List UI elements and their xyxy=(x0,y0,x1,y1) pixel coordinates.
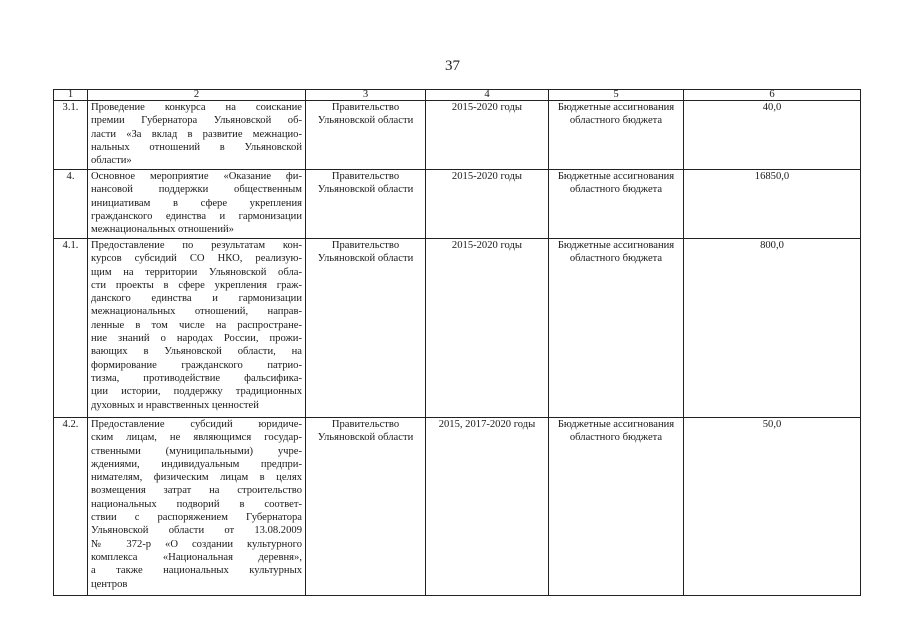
description-line: Предоставление субсидий юридиче- xyxy=(91,419,302,430)
description-line: вающих в Ульяновской области, на xyxy=(91,346,302,358)
description-line: межнациональных отношений, направ- xyxy=(91,306,302,318)
item-executor: Правительство Ульяновской области xyxy=(306,101,426,170)
description-line: нимателям, физическим лицам в целях xyxy=(91,472,302,484)
header-cell: 3 xyxy=(306,90,426,101)
item-amount: 40,0 xyxy=(684,101,861,170)
item-amount: 16850,0 xyxy=(684,170,861,239)
program-table xyxy=(53,89,861,596)
item-period: 2015, 2017-2020 годы xyxy=(426,418,549,596)
description-line: гражданского единства и гармонизации xyxy=(91,210,302,222)
description-line: ласти «За вклад в развитие межнацио- xyxy=(91,128,302,140)
description-line: данского единства и гармонизации xyxy=(91,293,302,305)
page-number: 37 xyxy=(445,58,460,74)
item-description xyxy=(88,101,306,170)
description-line: Ульяновской области от 13.08.2009 xyxy=(91,525,302,537)
item-executor: Правительство Ульяновской области xyxy=(306,418,426,596)
table-row xyxy=(54,170,861,239)
item-funding-source: Бюджетные ассигнования областного бюджета xyxy=(549,101,684,170)
item-description xyxy=(88,239,306,418)
table-row xyxy=(54,239,861,418)
header-cell: 4 xyxy=(426,90,549,101)
description-line: межнациональных отношений» xyxy=(91,224,234,236)
description-line: национальных подворий в соответ- xyxy=(91,498,302,510)
description-line: комплекса «Национальная деревня», xyxy=(91,551,302,563)
header-row xyxy=(54,90,861,101)
item-number: 4.2. xyxy=(54,418,88,596)
description-line: центров xyxy=(91,578,128,590)
description-line: инициативам в сфере укрепления xyxy=(91,197,302,209)
item-number: 4.1. xyxy=(54,239,88,418)
description-line: ствии с распоряжением Губернатора xyxy=(91,512,302,524)
item-period: 2015-2020 годы xyxy=(426,170,549,239)
description-line: нальных отношений в Ульяновской xyxy=(91,141,302,153)
description-line: № 372-р «О создании культурного xyxy=(91,538,302,550)
description-line: ленные в том числе на распростране- xyxy=(91,319,302,331)
description-line: ние знаний о народах России, прожи- xyxy=(91,333,302,345)
description-line: щим на территории Ульяновской обла- xyxy=(91,266,302,278)
description-line: нансовой поддержки общественным xyxy=(91,184,302,196)
item-description xyxy=(88,418,306,596)
item-executor: Правительство Ульяновской области xyxy=(306,170,426,239)
header-cell: 5 xyxy=(549,90,684,101)
description-line: ственными (муниципальными) учре- xyxy=(91,445,302,457)
description-line: ции истории, поддержку традиционных xyxy=(91,386,302,398)
item-period: 2015-2020 годы xyxy=(426,239,549,418)
table-row xyxy=(54,101,861,170)
item-executor: Правительство Ульяновской области xyxy=(306,239,426,418)
header-cell: 2 xyxy=(88,90,306,101)
item-description xyxy=(88,170,306,239)
item-number: 4. xyxy=(54,170,88,239)
item-amount: 800,0 xyxy=(684,239,861,418)
description-line: курсов субсидий СО НКО, реализую- xyxy=(91,253,302,265)
description-line: ским лицам, не являющимся государ- xyxy=(91,432,302,444)
description-line: тизма, противодействие фальсифика- xyxy=(91,372,302,384)
description-line: духовных и нравственных ценностей xyxy=(91,399,259,411)
description-line: премии Губернатора Ульяновской об- xyxy=(91,115,302,127)
table-row xyxy=(54,418,861,596)
item-amount: 50,0 xyxy=(684,418,861,596)
description-line: возмещения затрат на строительство xyxy=(91,485,302,497)
item-funding-source: Бюджетные ассигнования областного бюджета xyxy=(549,170,684,239)
item-period: 2015-2020 годы xyxy=(426,101,549,170)
description-line: а также национальных культурных xyxy=(91,565,302,577)
description-line: Проведение конкурса на соискание xyxy=(91,102,302,113)
description-line: Предоставление по результатам кон- xyxy=(91,240,302,251)
description-line: формирование гражданского патрио- xyxy=(91,359,302,371)
description-line: ждениями, индивидуальным предпри- xyxy=(91,458,302,470)
item-number: 3.1. xyxy=(54,101,88,170)
item-funding-source: Бюджетные ассигнования областного бюджета xyxy=(549,239,684,418)
item-funding-source: Бюджетные ассигнования областного бюджета xyxy=(549,418,684,596)
description-line: сти проекты в сфере укрепления граж- xyxy=(91,279,302,291)
header-cell: 1 xyxy=(54,90,88,101)
description-line: области» xyxy=(91,155,132,167)
description-line: Основное мероприятие «Оказание фи- xyxy=(91,171,302,182)
header-cell: 6 xyxy=(684,90,861,101)
